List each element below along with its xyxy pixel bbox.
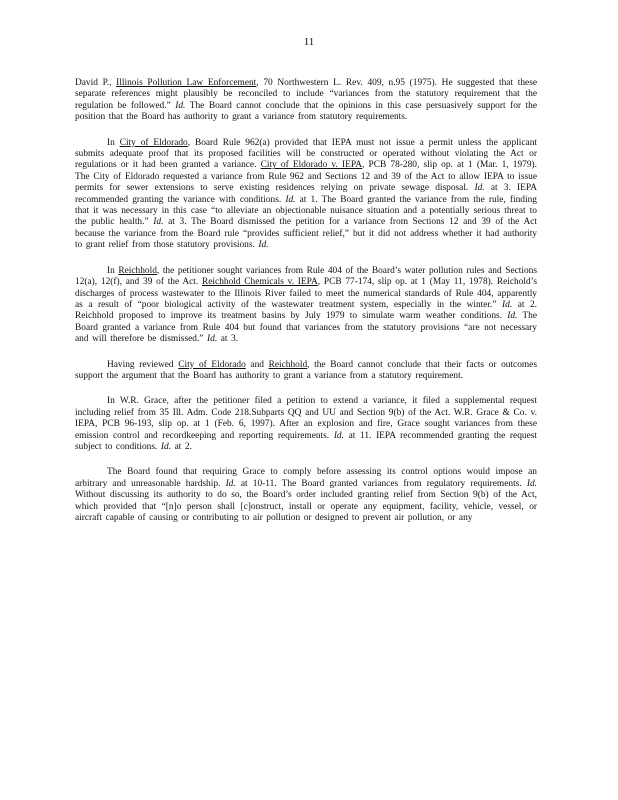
id-citation: Id. bbox=[225, 478, 236, 489]
text-run: at 3. IEPA recommended granting the variance with conditions. bbox=[75, 183, 537, 205]
page-number: 11 bbox=[303, 36, 315, 48]
case-citation: City of Eldorado v. IEPA bbox=[260, 160, 362, 171]
text-run: Without discussing its authority to do so, the Board’s order included granting relief from Section 9(b) of the Act, which provided that “[n]o person shall [c]onstruct, install or operate any equipment, facility, vehicle, vessel, or aircraft capable of causing or contributing to air pollution or designed to prevent air pollution, or any bbox=[75, 490, 537, 523]
text-run: In bbox=[107, 265, 119, 276]
case-citation: Reichhold bbox=[118, 265, 157, 276]
paragraph bbox=[75, 138, 537, 252]
id-citation: Id. bbox=[285, 194, 296, 205]
id-citation: Id. bbox=[160, 441, 172, 452]
case-citation: Reichhold Chemicals v. IEPA bbox=[202, 277, 318, 288]
text-run: at 10-11. The Board granted variances from regulatory requirements. bbox=[235, 478, 527, 489]
text-run: at 3. bbox=[217, 334, 239, 345]
case-citation: City of Eldorado bbox=[178, 359, 246, 370]
paragraph bbox=[75, 360, 537, 383]
text-run: at 11. IEPA recommended granting the request subject to conditions. bbox=[75, 430, 537, 452]
paragraph bbox=[75, 396, 537, 453]
text-run: , Board Rule 962(a) provided that IEPA must not issue a permit unless the applicant submits adequate proof that its proposed facilities will be constructed or operated without violating the Act or regulations or it had been granted a variance. bbox=[75, 137, 537, 171]
id-citation: Id. bbox=[526, 478, 537, 489]
text-run: , PCB 78-280, slip op. at 1 (Mar. 1, 1979). The City of Eldorado requested a variance from Rule 962 and Sections 12 and 39 of the Act to allow IEPA to issue permits for sewer extensions to serve existing residences relying on private sewage disposal. bbox=[75, 160, 537, 194]
id-citation: Id. bbox=[474, 183, 485, 194]
case-citation: Reichhold bbox=[268, 359, 308, 370]
text-run: The Board granted a variance from Rule 404 but found that variances from the statutory provisions “are not necessary and will therefore be dismissed.” bbox=[75, 311, 538, 345]
text-run: and bbox=[245, 359, 269, 370]
text-run: In bbox=[107, 137, 120, 148]
id-citation: Id. bbox=[175, 100, 186, 111]
id-citation: Id. bbox=[153, 217, 164, 228]
text-run: at 1. The Board granted the variance from the rule, finding that it was necessary in this case “to alleviate an objectionable nuisance situation and a potentially serious threat to the public health.” bbox=[75, 194, 537, 228]
text-run: , the Board cannot conclude that their facts or outcomes support the argument that the Board has authority to grant a variance from a statutory requirement. bbox=[75, 359, 537, 381]
id-citation: Id. bbox=[207, 334, 218, 345]
id-citation: Id. bbox=[502, 299, 513, 310]
text-run: at 3. The Board dismissed the petition for a variance from Sections 12 and 39 of the Act because the variance from the Board rule “provides sufficient relief,” but it did not address whether it had authority to grant relief from those statutory provisions. bbox=[75, 217, 537, 251]
id-citation: Id. bbox=[333, 430, 344, 441]
text-run: at 2. bbox=[171, 441, 192, 452]
text-run: , 70 Northwestern L. Rev. 409, n.95 (1975). He suggested that these separate references might plausibly be reconciled to include “variances from the statutory requirement that the regulation be followed.” bbox=[75, 78, 538, 111]
text-run: In W.R. Grace, after the petitioner filed a petition to extend a variance, it filed a supplemental request including relief from 35 Ill. Adm. Code 218.Subparts QQ and UU and Section 9(b) of the Act. W.R. Grace & Co. v. IEPA, PCB 96-193, slip op. at 1 (Feb. 6, 1997). After an explosion and fire, Grace sought variances from these emission control and recordkeeping and reporting requirements. bbox=[75, 396, 537, 441]
paragraph bbox=[75, 467, 537, 524]
id-citation: Id. bbox=[507, 311, 518, 322]
text-run: Having reviewed bbox=[107, 359, 179, 370]
text-run: The Board cannot conclude that the opinions in this case persuasively support for the position that the Board has authority to grant a variance from statutory requirements. bbox=[75, 100, 537, 123]
text-run: David P., bbox=[75, 78, 117, 88]
text-run: at 2. Reichhold proposed to improve its treatment basins by July 1979 to simulate warm weather conditions. bbox=[75, 299, 537, 322]
paragraph bbox=[75, 266, 537, 346]
text-run: , the petitioner sought variances from Rule 404 of the Board’s water pollution rules and Sections 12(a), 12(f), and 39 of the Act. bbox=[75, 265, 537, 288]
paragraph bbox=[75, 78, 537, 124]
id-citation: Id. bbox=[258, 240, 269, 251]
text-run: The Board found that requiring Grace to comply before assessing its control options would impose an arbitrary and unreasonable hardship. bbox=[75, 467, 537, 489]
document-body bbox=[75, 78, 537, 538]
text-run: , PCB 77-174, slip op. at 1 (May 11, 1978). Reichold’s discharges of process wastewater to the Illinois River failed to meet the numerical standards of Rule 404, apparently as a result of “poor biological activity of the wastewater treatment system, especially in the winter.” bbox=[75, 277, 537, 310]
case-citation: Illinois Pollution Law Enforcement bbox=[116, 78, 257, 88]
case-citation: City of Eldorado bbox=[119, 137, 188, 148]
